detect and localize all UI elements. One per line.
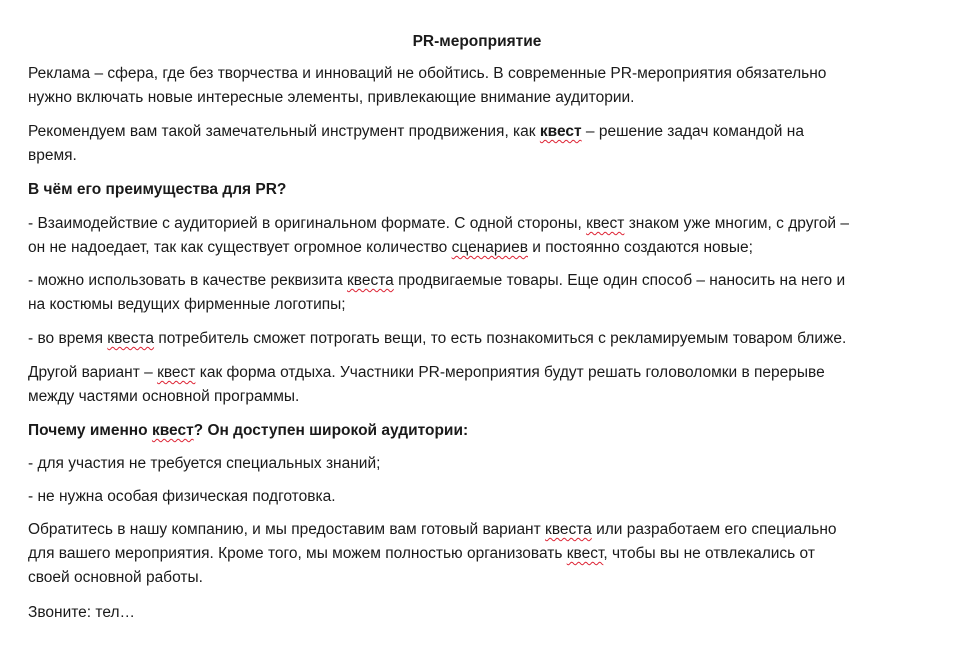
paragraph-call: Звоните: тел… bbox=[28, 604, 135, 621]
text-run: и постоянно создаются новые; bbox=[528, 239, 753, 256]
text-run: как форма отдыха. Участники PR-мероприятия будут решать головоломки в перерыве bbox=[195, 364, 825, 381]
spellcheck-word[interactable]: сценариев bbox=[451, 239, 528, 256]
text-line: Реклама – сфера, где без творчества и инноваций не обойтись. В современные PR-мероприятия обязательно bbox=[28, 65, 827, 82]
spellcheck-word[interactable]: квест bbox=[157, 364, 196, 381]
text-run: знаком уже многим, с другой – bbox=[624, 215, 849, 232]
spellcheck-word[interactable]: квест bbox=[539, 123, 582, 140]
spellcheck-word[interactable]: квест bbox=[566, 545, 604, 562]
text-run: Другой вариант – bbox=[28, 364, 158, 381]
text-line: между частями основной программы. bbox=[28, 388, 300, 405]
text-line: своей основной работы. bbox=[28, 569, 203, 586]
spellcheck-word[interactable]: квест bbox=[151, 422, 194, 439]
text-run: он не надоедает, так как существует огромное количество bbox=[28, 239, 452, 256]
spellcheck-word[interactable]: квест bbox=[586, 215, 625, 232]
text-run: Обратитесь в нашу компанию, и мы предоставим вам готовый вариант bbox=[28, 521, 546, 538]
text-run: продвигаемые товары. Еще один способ – наносить на него и bbox=[393, 272, 846, 289]
paragraph-alternative bbox=[28, 361, 933, 409]
text-line: на костюмы ведущих фирменные логотипы; bbox=[28, 296, 346, 313]
heading-advantages: В чём его преимущества для PR? bbox=[28, 181, 287, 198]
paragraph-bullet-interaction bbox=[28, 212, 933, 260]
heading-why bbox=[28, 419, 933, 443]
text-run: Почему именно bbox=[28, 422, 152, 439]
text-run: - можно использовать в качестве реквизита bbox=[28, 272, 348, 289]
text-run: потребитель сможет потрогать вещи, то есть познакомиться с рекламируемым товаром ближе. bbox=[154, 330, 847, 347]
paragraph-recommend bbox=[28, 120, 933, 168]
spellcheck-word[interactable]: квеста bbox=[347, 272, 394, 289]
text-run: - во время bbox=[28, 330, 108, 347]
text-line: время. bbox=[28, 147, 77, 164]
text-run: - Взаимодействие с аудиторией в оригинальном формате. С одной стороны, bbox=[28, 215, 587, 232]
spellcheck-word[interactable]: квеста bbox=[545, 521, 592, 538]
document-title: PR-мероприятие bbox=[412, 33, 542, 50]
text-line: нужно включать новые интересные элементы, привлекающие внимание аудитории. bbox=[28, 89, 635, 106]
paragraph-bullet-fitness: - не нужна особая физическая подготовка. bbox=[28, 488, 336, 505]
paragraph-bullet-touch bbox=[28, 327, 933, 351]
text-run: , чтобы вы не отвлекались от bbox=[603, 545, 815, 562]
paragraph-bullet-knowledge: - для участия не требуется специальных знаний; bbox=[28, 455, 381, 472]
text-run: – решение задач командой на bbox=[581, 123, 804, 140]
text-run: для вашего мероприятия. Кроме того, мы можем полностью организовать bbox=[28, 545, 567, 562]
paragraph-intro bbox=[28, 62, 933, 110]
text-run: ? Он доступен широкой аудитории: bbox=[193, 422, 469, 439]
spellcheck-word[interactable]: квеста bbox=[107, 330, 155, 347]
paragraph-bullet-props bbox=[28, 269, 933, 317]
text-run: или разработаем его специально bbox=[591, 521, 837, 538]
text-run: Рекомендуем вам такой замечательный инструмент продвижения, как bbox=[28, 123, 540, 140]
paragraph-contact-company bbox=[28, 518, 933, 590]
